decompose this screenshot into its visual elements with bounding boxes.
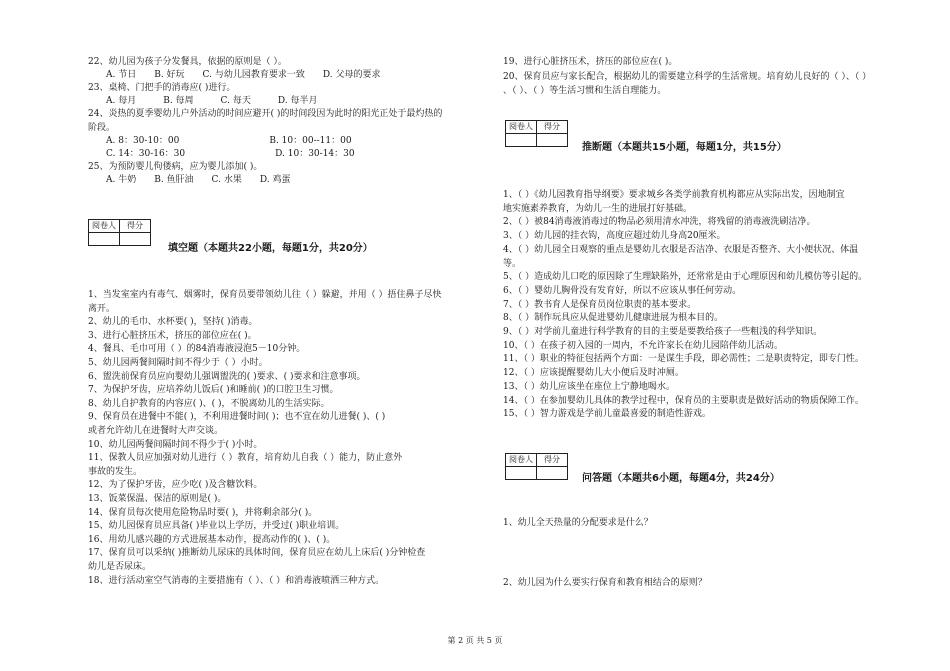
fill-question-line: 或者允许幼儿在进餐时大声交谈。: [88, 426, 224, 436]
question-line: 阶段。: [88, 122, 116, 133]
fill-question-line: 2、幼儿的毛巾、水杯要( )，坚持( )消毒。: [88, 317, 258, 328]
question-line: 22、幼儿园为孩子分发餐具，依据的原则是（ ）。: [88, 57, 287, 67]
judge-question-line: 10、（ ）在孩子初入园的一周内，不允许家长在幼儿园陪伴幼儿活动。: [503, 340, 783, 351]
question-line: A. 牛奶 B. 鱼肝油 C. 水果 D. 鸡蛋: [88, 174, 291, 185]
judge-question-line: 6、（ ）婴幼儿胸骨没有发育好，所以不应该从事任何劳动。: [503, 285, 742, 296]
judge-question-line: 地实施素养教育，为幼儿一生的进展打好基础。: [503, 203, 693, 214]
reviewer-cell: [89, 233, 120, 246]
fill-question-line: 3、进行心脏挤压术，挤压的部位应在( )。: [88, 330, 257, 341]
reviewer-label: 阅卷人: [506, 121, 537, 134]
question-line: 25、为预防婴儿佝偻病，应为婴儿添加( )。: [88, 161, 263, 172]
judge-question-line: 5、（ ）造成幼儿口吃的原因除了生理缺陷外，还常常是由于心理原因和幼儿模仿等引起的。: [503, 272, 868, 283]
judge-question-line: 8、（ ）制作玩具应从促进婴幼儿健康进展为根本目的。: [503, 313, 724, 324]
fill-question-line: 10、幼儿园两餐间隔时间不得少于( )小时。: [88, 439, 263, 450]
question-line: 24、炎热的夏季婴幼儿户外活动的时间应避开( )的时间段因为此时的阳光正处于最灼热的: [88, 109, 443, 120]
question-line: A. 8：30-10：00 B. 10：00--11：00: [88, 135, 352, 146]
question-line: C. 14：30-16：30 D. 10：30-14：30: [88, 148, 355, 159]
judge-question-line: 3、（ ）幼儿园的挂衣钩，高度应超过幼儿身高20厘米。: [503, 231, 726, 242]
fill-question-line: 1、当发室室内有毒气、烟雾时，保育员要带领幼儿往（ ）躲避，并用（ ）捂住鼻子尽快: [88, 290, 442, 300]
reviewer-cell: [506, 467, 537, 480]
fill-question-line: 14、保育员每次使用危险物品时要( )，并将剩余部分( )。: [88, 507, 318, 518]
score-label: 得分: [120, 220, 151, 233]
fill-question-line: 15、幼儿园保育员应具备( )毕业以上学历，并受过( )职业培训。: [88, 521, 345, 532]
judge-question-line: 等。: [503, 258, 522, 269]
judge-question-line: 11、（ ）职业的特征包括两个方面：一是谋生手段，即必需性；二是职责特定，即专门性。: [503, 354, 864, 365]
judge-question-line: 1、（ ）《幼儿园教育指导纲要》要求城乡各类学前教育机构都应从实际出发，因地制宜: [503, 190, 845, 200]
qa-question-line: 2、幼儿园为什么要实行保育和教育相结合的原则？: [503, 578, 707, 588]
fill-question-line: 7、为保护牙齿，应培养幼儿饭后( )和睡前( )的口腔卫生习惯。: [88, 385, 339, 396]
section-title-judge: 推断题（本题共15小题，每题1分，共15分）: [582, 142, 787, 153]
question-line: 、（ ）、（ ）等生活习惯和生活自理能力。: [503, 86, 667, 96]
reviewer-label: 阅卷人: [89, 220, 120, 233]
score-cell: [120, 233, 151, 246]
judge-question-line: 9、（ ）对学前儿童进行科学教育的目的主要是要教给孩子一些粗浅的科学知识。: [503, 327, 823, 337]
judge-question-line: 7、（ ）教书育人是保育员岗位职责的基本要求。: [503, 299, 697, 310]
judge-question-line: 13、（ ）幼儿应该坐在座位上宁静地喝水。: [503, 381, 675, 392]
fill-question-line: 离开。: [88, 303, 116, 314]
reviewer-label: 阅卷人: [506, 454, 537, 467]
fill-question-line: 事故的发生。: [88, 466, 143, 477]
judge-question-line: 15、（ ）智力游戏是学前儿童最喜爱的制造性游戏。: [503, 409, 711, 420]
fill-question-line: 11、保教人员应加强对幼儿进行（ ）教育，培育幼儿自我（ ）能力，防止意外: [88, 453, 403, 464]
page-footer: 第 2 页 共 5 页: [447, 636, 503, 645]
judge-question-line: 2、（ ）被84消毒液消毒过的物品必须用清水冲洗，将残留的消毒液洗刷洁净。: [503, 217, 816, 228]
qa-question-line: 1、幼儿全天热量的分配要求是什么？: [503, 518, 653, 528]
question-line: 20、保育员应与家长配合，根据幼儿的需要建立科学的生活常规。培育幼儿良好的（ ）、（ ）: [503, 71, 872, 82]
fill-question-line: 16、用幼儿感兴趣的方式进展基本动作，提高动作的( )、( )。: [88, 534, 336, 545]
score-box-qa: [505, 453, 568, 480]
fill-question-line: 4、餐具、毛巾可用（ ）的84消毒液浸泡5－10分钟。: [88, 344, 306, 355]
judge-question-line: 4、（ ）幼儿园全日观察的重点是婴幼儿衣服是否洁净、衣服是否整齐、大小便状况、体温: [503, 244, 859, 255]
fill-question-line: 17、保育员可以采纳( )推断幼儿尿床的具体时间，保育员应在幼儿上床后( )分钟检查: [88, 548, 426, 559]
question-line: A. 每月 B. 每周 C. 每天 D. 每半月: [88, 96, 318, 107]
judge-question-line: 12、（ ）应该提醒婴幼儿大小便后及时冲厕。: [503, 368, 684, 379]
fill-question-line: 13、饭菜保温、保洁的原则是( )。: [88, 494, 227, 504]
score-cell: [537, 134, 568, 147]
score-cell: [537, 467, 568, 480]
section-title-fill: 填空题（本题共22小题，每题1分，共20分）: [168, 243, 373, 254]
question-line: A. 节日 B. 好玩 C. 与幼儿园教育要求一致 D. 父母的要求: [88, 70, 381, 81]
fill-question-line: 12、为了保护牙齿，应少吃( )及含糖饮料。: [88, 480, 263, 491]
fill-question-line: 6、盥洗前保育员应向婴幼儿强调盥洗的( )要求、( )要求和注意事项。: [88, 371, 366, 382]
fill-question-line: 18、进行活动室空气消毒的主要措施有（ ）、（ ）和消毒液喷洒三种方式。: [88, 575, 385, 586]
fill-question-line: 9、保育员在进餐中不能( )，不利用进餐时间( )；也不宜在幼儿进餐( )、( ): [88, 412, 386, 423]
question-line: 23、桌椅、门把手的消毒应( )进行。: [88, 83, 236, 94]
fill-question-line: 幼儿是否尿床。: [88, 562, 152, 572]
score-label: 得分: [537, 121, 568, 134]
fill-question-line: 5、幼儿园两餐间隔时间不得少于（ ）小时。: [88, 358, 268, 368]
reviewer-cell: [506, 134, 537, 147]
judge-question-line: 14、（ ）在参加婴幼儿具体的教学过程中，保育员的主要职责是做好活动的物质保障工作。: [503, 395, 864, 406]
score-box-judge: [505, 120, 568, 147]
section-title-qa: 问答题（本题共6小题，每题4分，共24分）: [582, 473, 780, 484]
fill-question-line: 8、幼儿自护教育的内容应( )、( )，不脱离幼儿的生活实际。: [88, 398, 330, 409]
question-line: 19、进行心脏挤压术，挤压的部位应在( )。: [503, 57, 678, 67]
score-box-fill: [88, 219, 151, 246]
score-label: 得分: [537, 454, 568, 467]
